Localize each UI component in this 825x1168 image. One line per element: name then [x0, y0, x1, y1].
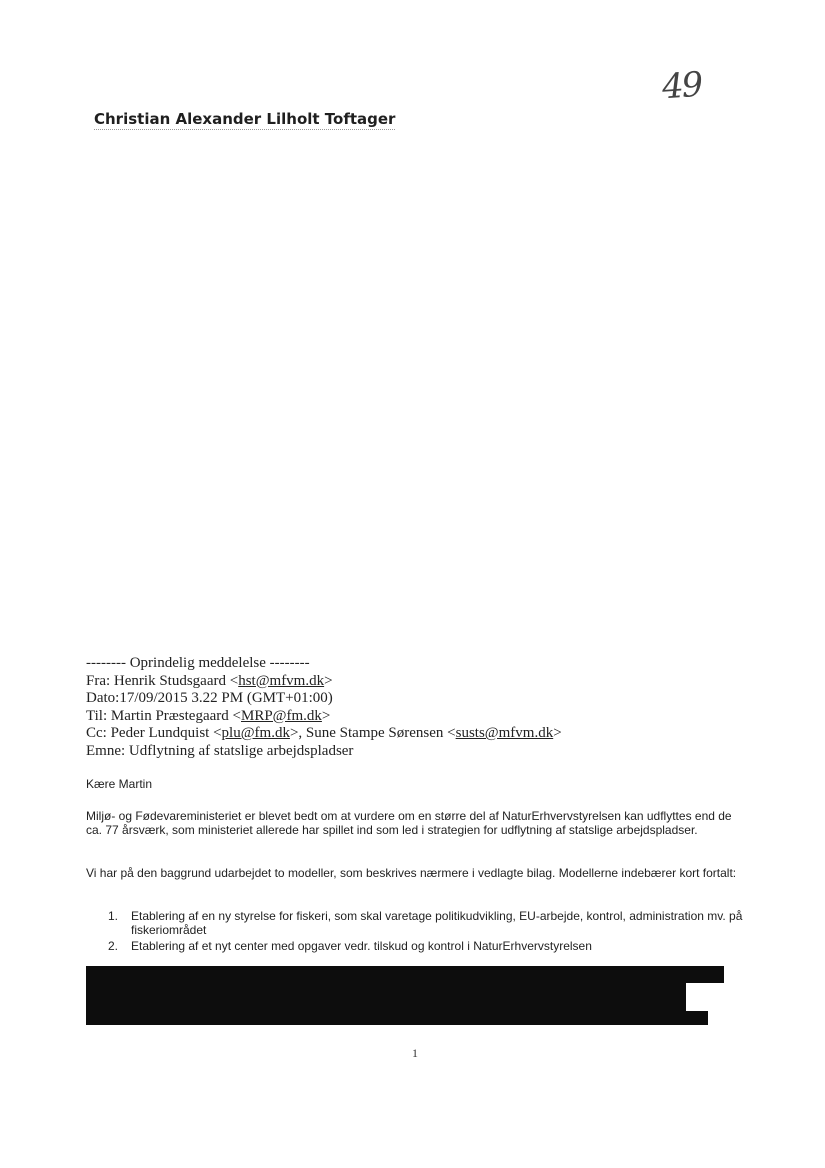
sender-name: Christian Alexander Lilholt Toftager: [94, 110, 396, 128]
message-separator: -------- Oprindelig meddelelse --------: [86, 655, 310, 671]
list-item: [108, 910, 748, 937]
to-label: Til: Martin Præstegaard: [86, 707, 233, 724]
list-item-number: 1.: [108, 909, 119, 923]
from-line: Fra: Henrik Studsgaard <hst@mfvm.dk>: [86, 672, 333, 689]
cc-line: Cc: Peder Lundquist <plu@fm.dk>, Sune Stampe Sørensen <susts@mfvm.dk>: [86, 725, 562, 741]
body-paragraph-2: Vi har på den baggrund udarbejdet to modeller, som beskrives nærmere i vedlagte bilag. Modellerne indebærer kort fortalt:: [86, 866, 737, 880]
subject-line: Emne: Udflytning af statslige arbejdspladser: [86, 742, 354, 759]
cc-label: Cc: Peder Lundquist: [86, 725, 214, 741]
model-list: [108, 910, 748, 957]
list-item-text: Etablering af en ny styrelse for fiskeri, som skal varetage politikudvikling, EU-arbejde, kontrol, administration mv. på fiskeriområdet: [131, 909, 743, 937]
page-number: 1: [412, 1046, 418, 1060]
cc-middle: , Sune Stampe Sørensen: [298, 725, 448, 741]
handwritten-page-mark: 49: [660, 64, 703, 108]
original-message-header: [86, 655, 562, 760]
redaction-block: [86, 982, 686, 1015]
list-item-number: 2.: [108, 939, 119, 953]
cc-email-link-2[interactable]: susts@mfvm.dk: [455, 725, 554, 741]
redaction-block: [86, 1013, 686, 1025]
redaction-block: [86, 966, 724, 983]
list-item: [108, 940, 748, 954]
to-line: Til: Martin Præstegaard <MRP@fm.dk>: [86, 707, 331, 724]
list-item-text: Etablering af et nyt center med opgaver vedr. tilskud og kontrol i NaturErhvervstyrelsen: [131, 939, 592, 953]
date-line: Dato:17/09/2015 3.22 PM (GMT+01:00): [86, 690, 333, 706]
cc-email-link-1[interactable]: plu@fm.dk: [221, 725, 290, 741]
from-email-link[interactable]: hst@mfvm.dk: [238, 672, 325, 689]
body-paragraph-1: Miljø- og Fødevareministeriet er blevet bedt om at vurdere om en større del af NaturErhvervstyrelsen kan udflyttes end de ca. 77 årsværk, som ministeriet allerede har spillet ind som led i strategien for udflytning af statslige arbejdspladser.: [86, 809, 732, 837]
greeting: Kære Martin: [86, 777, 153, 791]
from-label: Fra: Henrik Studsgaard: [86, 672, 230, 689]
redaction-block: [686, 1011, 708, 1025]
to-email-link[interactable]: MRP@fm.dk: [241, 707, 322, 724]
